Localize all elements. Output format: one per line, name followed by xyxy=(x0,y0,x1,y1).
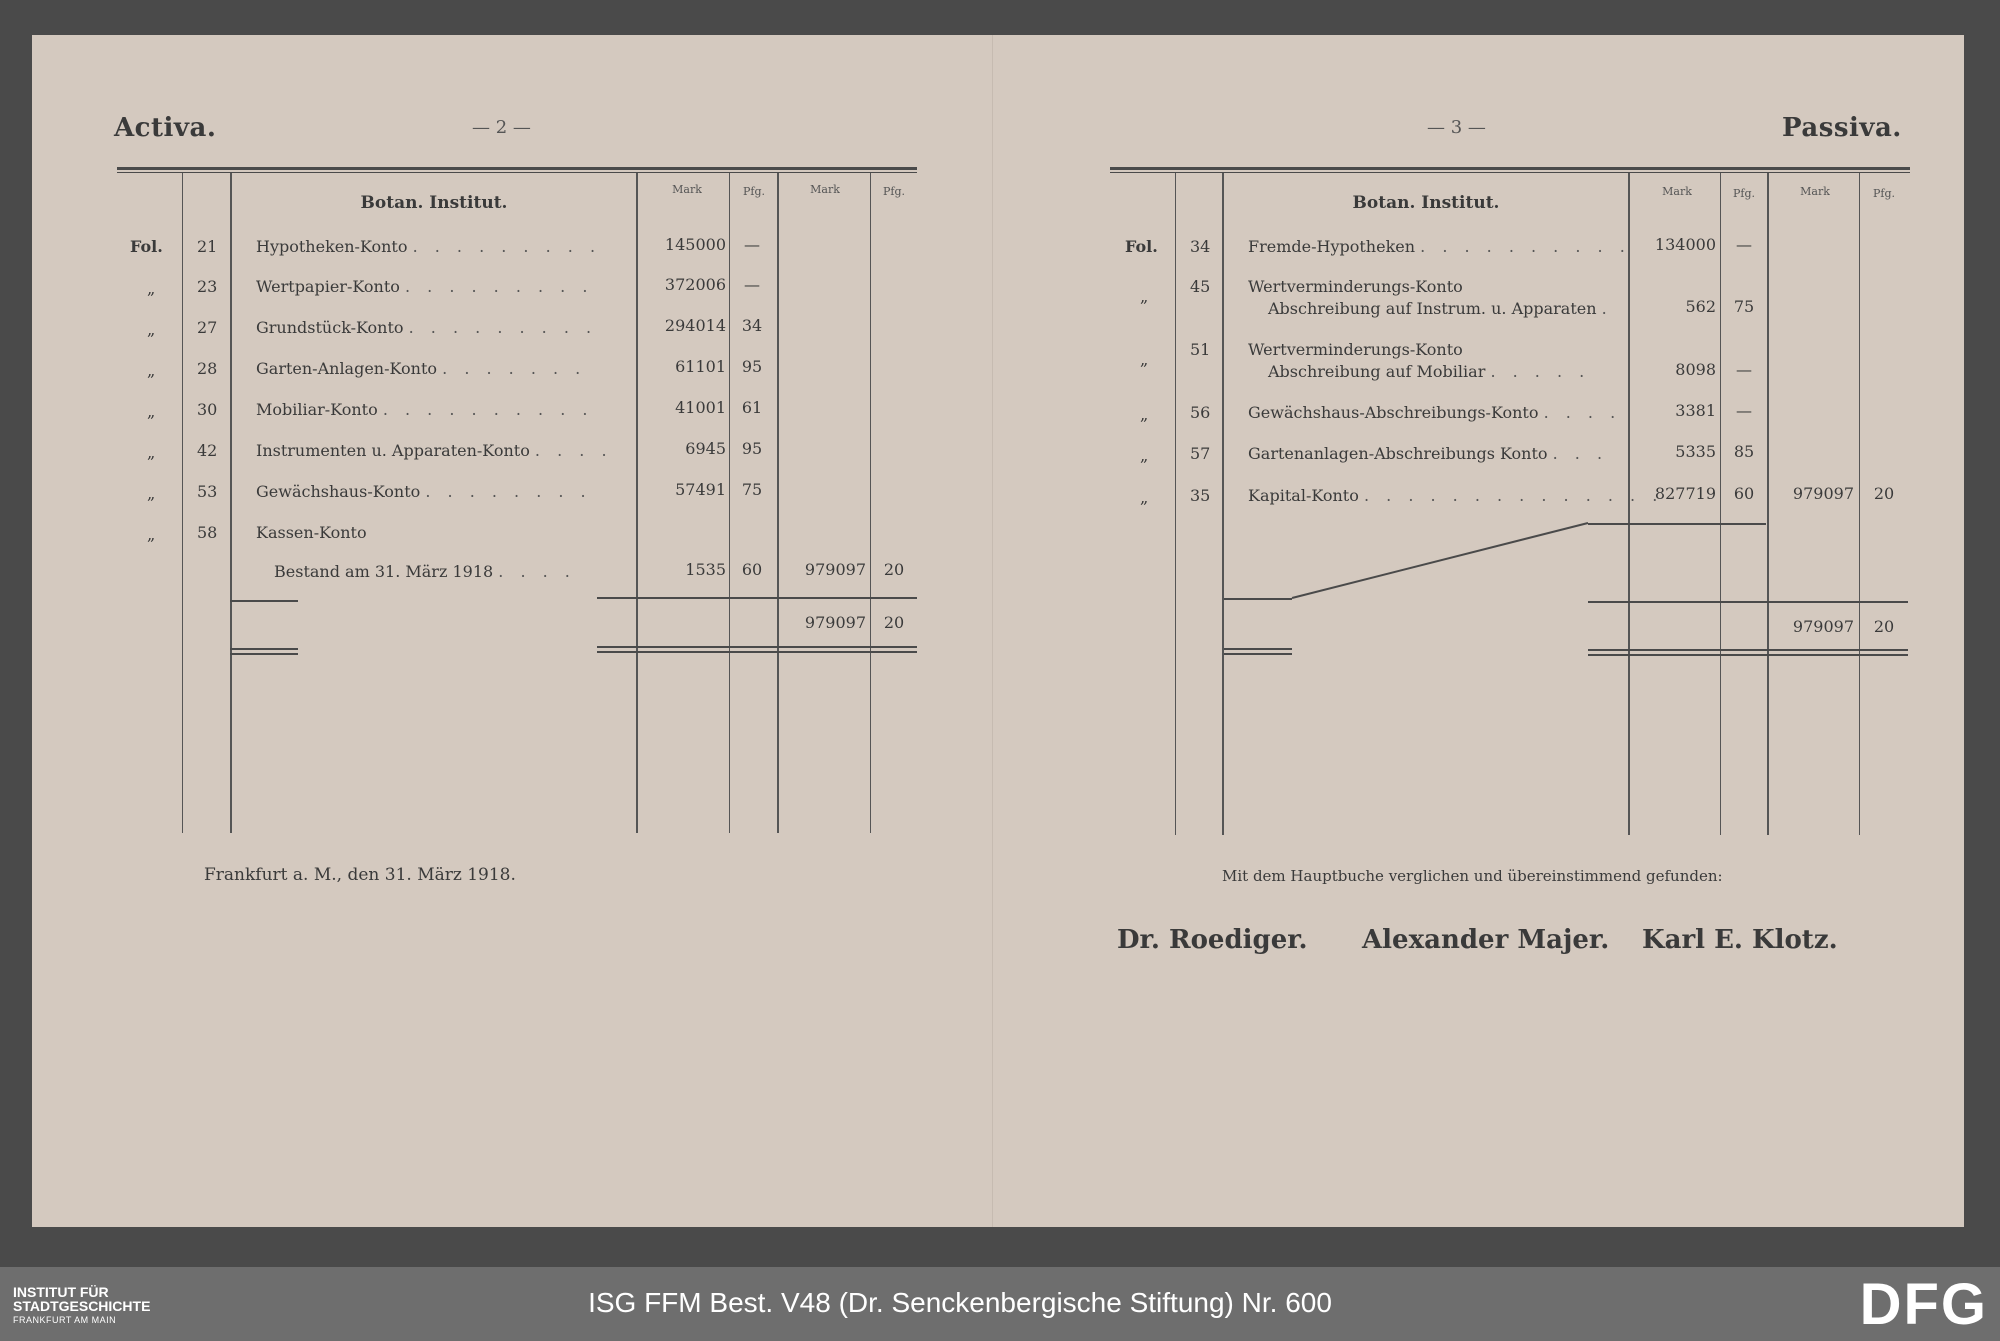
mark-value: 61101 xyxy=(675,357,726,376)
ditto-mark: „ xyxy=(1140,350,1149,369)
logo-line: FRANKFURT AM MAIN xyxy=(13,1315,117,1325)
account-label: Wertverminderungs-Konto xyxy=(1248,340,1463,359)
col-line xyxy=(182,173,183,833)
double-rule xyxy=(230,648,298,650)
mark-value: 57491 xyxy=(675,480,726,499)
pfg-value: 95 xyxy=(741,357,763,376)
col-head-mark: Mark xyxy=(672,183,702,196)
institute-heading: Botan. Institut. xyxy=(1352,193,1500,213)
logo-line: STADTGESCHICHTE xyxy=(13,1298,151,1314)
archive-reference: ISG FFM Best. V48 (Dr. Senckenbergische Stiftung) Nr. 600 xyxy=(588,1287,1332,1318)
pfg-value: 34 xyxy=(741,316,763,335)
institute-heading: Botan. Institut. xyxy=(360,193,508,213)
double-rule xyxy=(597,646,917,648)
double-rule xyxy=(230,653,298,655)
mark-value: 8098 xyxy=(1675,360,1716,379)
pfg-value: 60 xyxy=(741,560,763,579)
col-head-mark: Mark xyxy=(810,183,840,196)
account-label: Grundstück-Konto . . . . . . . . . xyxy=(256,318,598,337)
ditto-mark: „ xyxy=(1140,287,1149,306)
mark-value: 5335 xyxy=(1675,442,1716,461)
total-mark-value: 979097 xyxy=(804,560,866,579)
col-line xyxy=(870,173,871,833)
col-head-pfg: Pfg. xyxy=(882,185,905,198)
account-sub-label: Abschreibung auf Mobiliar . . . . . xyxy=(1268,362,1591,381)
folio: 45 xyxy=(1190,277,1211,296)
mark-value: 1535 xyxy=(685,560,726,579)
fol-label: Fol. xyxy=(130,237,163,256)
col-head-pfg: Pfg. xyxy=(1872,187,1895,200)
total-pfg-value: 20 xyxy=(1873,484,1895,503)
col-head-pfg: Pfg. xyxy=(1732,187,1755,200)
account-label: Wertverminderungs-Konto xyxy=(1248,277,1463,296)
account-label: Gewächshaus-Konto . . . . . . . . xyxy=(256,482,592,501)
double-rule xyxy=(1224,648,1292,650)
folio: 34 xyxy=(1190,237,1211,256)
footer-bar xyxy=(0,1267,2000,1341)
col-head-pfg: Pfg. xyxy=(742,185,765,198)
mark-value: 372006 xyxy=(664,275,726,294)
mark-value: 145000 xyxy=(664,235,726,254)
passiva-title: Passiva. xyxy=(1782,113,1902,143)
mark-value: 41001 xyxy=(675,398,726,417)
mark-value: 6945 xyxy=(685,439,726,458)
pfg-value: 75 xyxy=(741,480,763,499)
pfg-value: — xyxy=(744,275,760,294)
folio: 57 xyxy=(1190,444,1211,463)
verification-note: Mit dem Hauptbuche verglichen und übereinstimmend gefunden: xyxy=(1222,867,1723,885)
mark-value: 294014 xyxy=(664,316,726,335)
mark-value: 3381 xyxy=(1675,401,1716,420)
ditto-mark: „ xyxy=(1140,446,1149,465)
folio: 58 xyxy=(197,523,218,542)
page-number-left: — 2 — xyxy=(472,117,531,138)
ditto-mark: „ xyxy=(147,484,156,503)
right-page-passiva xyxy=(1022,35,1964,1227)
pfg-value: 85 xyxy=(1733,442,1755,461)
folio: 23 xyxy=(197,277,218,296)
sum-pfg: 20 xyxy=(1873,617,1895,636)
center-fold xyxy=(992,35,993,1227)
ditto-mark: „ xyxy=(1140,488,1149,507)
account-label: Kassen-Konto xyxy=(256,523,367,542)
mark-value: 562 xyxy=(1685,297,1716,316)
folio: 21 xyxy=(197,237,218,256)
pfg-value: — xyxy=(744,235,760,254)
pfg-value: 61 xyxy=(741,398,763,417)
account-label: Gewächshaus-Abschreibungs-Konto . . . . xyxy=(1248,403,1622,422)
header-rule-thin xyxy=(117,172,917,173)
signature-roediger: Dr. Roediger. xyxy=(1117,925,1308,955)
sum-mark: 979097 xyxy=(1792,617,1854,636)
sum-rule xyxy=(597,597,917,599)
folio: 27 xyxy=(197,318,218,337)
sum-rule xyxy=(1224,598,1292,600)
account-label: Mobiliar-Konto . . . . . . . . . . xyxy=(256,400,594,419)
dfg-logo: DFG xyxy=(1859,1272,1988,1337)
account-label: Hypotheken-Konto . . . . . . . . . xyxy=(256,237,602,256)
mark-value: 827719 xyxy=(1654,484,1716,503)
ditto-mark: „ xyxy=(147,443,156,462)
folio: 51 xyxy=(1190,340,1211,359)
col-head-mark: Mark xyxy=(1800,185,1830,198)
account-label: Instrumenten u. Apparaten-Konto . . . . xyxy=(256,441,613,460)
pfg-value: — xyxy=(1736,235,1752,254)
account-label: Kapital-Konto . . . . . . . . . . . . . . xyxy=(1248,486,1664,505)
sum-pfg: 20 xyxy=(883,613,905,632)
sum-rule xyxy=(230,600,298,602)
ditto-mark: „ xyxy=(147,320,156,339)
account-label: Wertpapier-Konto . . . . . . . . . xyxy=(256,277,594,296)
ditto-mark: „ xyxy=(147,402,156,421)
double-rule xyxy=(597,651,917,653)
header-rule xyxy=(117,167,917,170)
left-page-activa xyxy=(32,35,1022,1227)
place-date: Frankfurt a. M., den 31. März 1918. xyxy=(204,865,516,885)
total-pfg-value: 20 xyxy=(883,560,905,579)
pfg-value: — xyxy=(1736,401,1752,420)
col-line xyxy=(636,173,638,833)
folio: 28 xyxy=(197,359,218,378)
folio: 53 xyxy=(197,482,218,501)
account-label: Fremde-Hypotheken . . . . . . . . . . xyxy=(1248,237,1631,256)
col-head-mark: Mark xyxy=(1662,185,1692,198)
sum-rule xyxy=(1588,601,1908,603)
double-rule xyxy=(1588,649,1908,651)
total-mark-value: 979097 xyxy=(1792,484,1854,503)
account-label: Garten-Anlagen-Konto . . . . . . . xyxy=(256,359,587,378)
signature-majer: Alexander Majer. xyxy=(1362,925,1610,955)
fol-label: Fol. xyxy=(1125,237,1158,256)
sum-mark: 979097 xyxy=(804,613,866,632)
pfg-value: 75 xyxy=(1733,297,1755,316)
mark-value: 134000 xyxy=(1654,235,1716,254)
double-rule xyxy=(1588,654,1908,656)
ditto-mark: „ xyxy=(1140,405,1149,424)
bestand-label: Bestand am 31. März 1918 . . . . xyxy=(274,562,576,581)
pfg-value: 95 xyxy=(741,439,763,458)
activa-title: Activa. xyxy=(114,113,217,143)
col-line xyxy=(729,173,730,833)
col-line xyxy=(230,173,232,833)
pfg-value: 60 xyxy=(1733,484,1755,503)
document-scan xyxy=(32,35,1964,1227)
ditto-mark: „ xyxy=(147,279,156,298)
folio: 42 xyxy=(197,441,218,460)
folio: 30 xyxy=(197,400,218,419)
signature-klotz: Karl E. Klotz. xyxy=(1642,925,1838,955)
account-sub-label: Abschreibung auf Instrum. u. Apparaten . xyxy=(1268,299,1613,318)
ditto-mark: „ xyxy=(147,525,156,544)
page-number-right: — 3 — xyxy=(1427,117,1486,138)
account-label: Gartenanlagen-Abschreibungs Konto . . . xyxy=(1248,444,1609,463)
pfg-value: — xyxy=(1736,360,1752,379)
folio: 56 xyxy=(1190,403,1211,422)
double-rule xyxy=(1224,653,1292,655)
folio: 35 xyxy=(1190,486,1211,505)
col-line xyxy=(777,173,779,833)
logo-line: INSTITUT FÜR xyxy=(13,1284,109,1300)
ditto-mark: „ xyxy=(147,361,156,380)
